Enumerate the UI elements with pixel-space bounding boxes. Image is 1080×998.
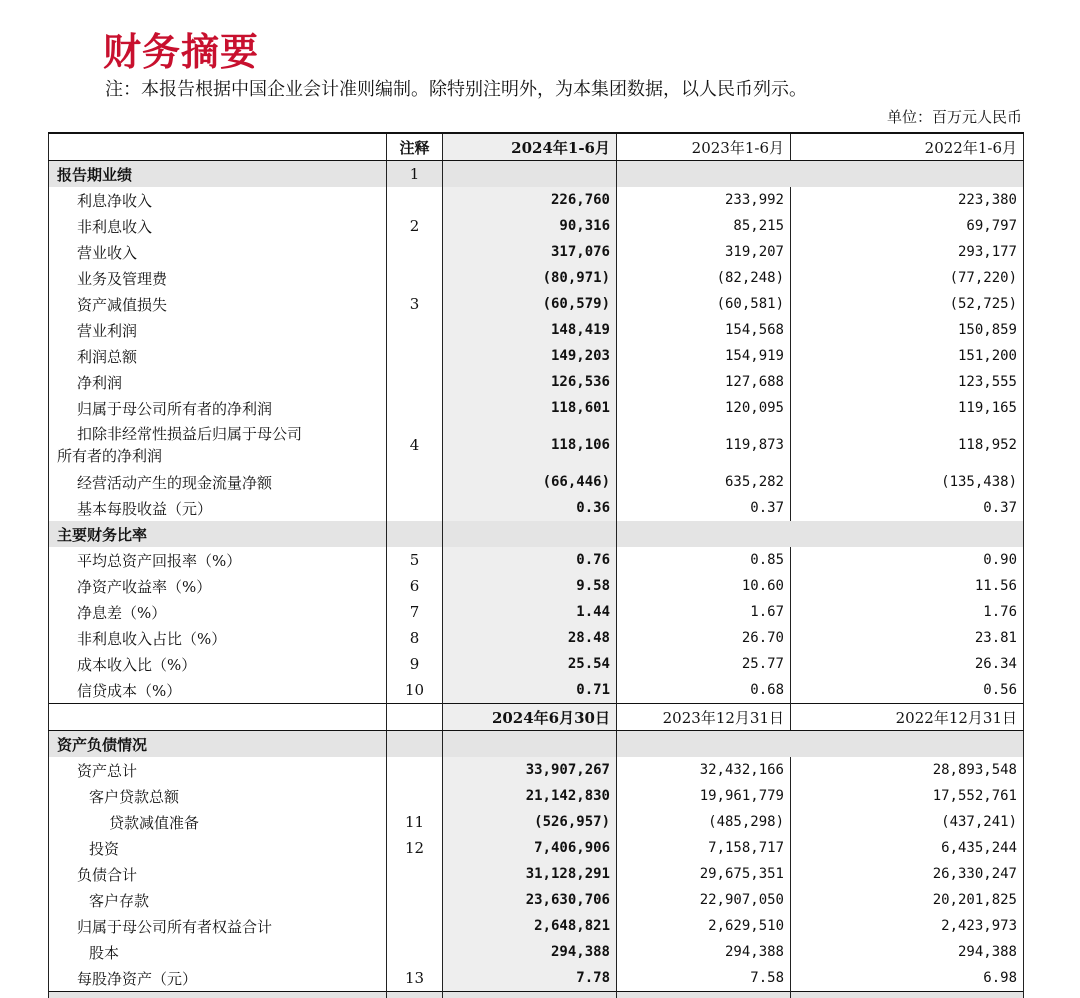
table-row <box>49 835 1024 861</box>
table-row <box>49 291 1024 317</box>
section-cell <box>791 731 1024 758</box>
value-prior2: 0.37 <box>791 495 1024 521</box>
value-prior2: 6,435,244 <box>791 835 1024 861</box>
row-label: 信贷成本（%） <box>49 677 387 704</box>
row-label: 经营活动产生的现金流量净额 <box>49 469 387 495</box>
section-label: 资产负债情况 <box>49 731 387 758</box>
header-col-2024-06-30: 2024年6月30日 <box>443 704 617 731</box>
header-col-2023-12-31: 2023年12月31日 <box>617 704 791 731</box>
value-prior: 32,432,166 <box>617 757 791 783</box>
header-note-cell <box>387 704 443 731</box>
row-note <box>387 861 443 887</box>
value-prior: 85,215 <box>617 213 791 239</box>
value-current: 25.54 <box>443 651 617 677</box>
row-note: 8 <box>387 625 443 651</box>
value-current: 9.58 <box>443 573 617 599</box>
unit-label: 单位：百万元人民币 <box>887 107 1022 127</box>
row-note <box>387 887 443 913</box>
row-label: 资产总计 <box>49 757 387 783</box>
value-prior2: 20,201,825 <box>791 887 1024 913</box>
row-note <box>387 495 443 521</box>
value-current: 0.76 <box>443 547 617 573</box>
value-prior: 0.68 <box>617 677 791 704</box>
value-prior2: 2,423,973 <box>791 913 1024 939</box>
row-label: 净利润 <box>49 369 387 395</box>
value-current: 28.48 <box>443 625 617 651</box>
tail-cell <box>791 992 1024 998</box>
row-label: 非利息收入占比（%） <box>49 625 387 651</box>
row-label: 平均总资产回报率（%） <box>49 547 387 573</box>
value-prior2: 1.76 <box>791 599 1024 625</box>
row-note: 10 <box>387 677 443 704</box>
value-prior2: 28,893,548 <box>791 757 1024 783</box>
table-row <box>49 939 1024 965</box>
financial-summary-table <box>48 132 1024 998</box>
row-label: 客户存款 <box>49 887 387 913</box>
section-label: 报告期业绩 <box>49 161 387 188</box>
value-prior2: 26.34 <box>791 651 1024 677</box>
value-prior2: 11.56 <box>791 573 1024 599</box>
table-row <box>49 625 1024 651</box>
table-row <box>49 469 1024 495</box>
row-label: 成本收入比（%） <box>49 651 387 677</box>
value-prior: 0.85 <box>617 547 791 573</box>
row-label: 股本 <box>49 939 387 965</box>
table-row <box>49 547 1024 573</box>
value-prior2: 0.90 <box>791 547 1024 573</box>
header-col-2023h1: 2023年1-6月 <box>617 133 791 161</box>
section-row-ratios <box>49 521 1024 547</box>
value-prior: 127,688 <box>617 369 791 395</box>
table-row <box>49 239 1024 265</box>
value-current: 149,203 <box>443 343 617 369</box>
value-prior2: 17,552,761 <box>791 783 1024 809</box>
row-label: 利润总额 <box>49 343 387 369</box>
value-prior2: 150,859 <box>791 317 1024 343</box>
row-note <box>387 343 443 369</box>
value-prior2: (437,241) <box>791 809 1024 835</box>
row-note <box>387 187 443 213</box>
value-current: 118,601 <box>443 395 617 421</box>
table-row <box>49 651 1024 677</box>
row-note <box>387 239 443 265</box>
value-current: 226,760 <box>443 187 617 213</box>
value-prior2: 69,797 <box>791 213 1024 239</box>
table-body <box>49 133 1024 998</box>
value-prior2: (52,725) <box>791 291 1024 317</box>
row-label: 归属于母公司所有者的净利润 <box>49 395 387 421</box>
table-row <box>49 783 1024 809</box>
value-current: 21,142,830 <box>443 783 617 809</box>
table-row <box>49 913 1024 939</box>
header-label-cell <box>49 133 387 161</box>
value-prior2: 223,380 <box>791 187 1024 213</box>
section-cell <box>443 161 617 188</box>
value-prior: 22,907,050 <box>617 887 791 913</box>
row-note: 6 <box>387 573 443 599</box>
header-row-period <box>49 133 1024 161</box>
header-col-2024h1: 2024年1-6月 <box>443 133 617 161</box>
value-prior2: 26,330,247 <box>791 861 1024 887</box>
row-label: 业务及管理费 <box>49 265 387 291</box>
value-current: 2,648,821 <box>443 913 617 939</box>
value-current: 0.71 <box>443 677 617 704</box>
value-prior2: 123,555 <box>791 369 1024 395</box>
table-row <box>49 677 1024 704</box>
row-note <box>387 913 443 939</box>
section-cell <box>443 731 617 758</box>
table-row <box>49 573 1024 599</box>
row-label: 营业收入 <box>49 239 387 265</box>
value-prior2: 293,177 <box>791 239 1024 265</box>
row-note: 4 <box>387 421 443 469</box>
value-prior: 635,282 <box>617 469 791 495</box>
value-current: 33,907,267 <box>443 757 617 783</box>
section-cell <box>617 731 791 758</box>
row-note <box>387 317 443 343</box>
value-prior: (82,248) <box>617 265 791 291</box>
row-label: 利息净收入 <box>49 187 387 213</box>
value-prior2: 0.56 <box>791 677 1024 704</box>
header-col-2022-12-31: 2022年12月31日 <box>791 704 1024 731</box>
tail-cell <box>387 992 443 998</box>
value-current: 7,406,906 <box>443 835 617 861</box>
row-label: 非利息收入 <box>49 213 387 239</box>
table-row <box>49 757 1024 783</box>
value-current: 317,076 <box>443 239 617 265</box>
value-current: 126,536 <box>443 369 617 395</box>
row-label <box>49 421 387 469</box>
tail-cell <box>443 992 617 998</box>
value-prior2: 6.98 <box>791 965 1024 992</box>
value-current: (66,446) <box>443 469 617 495</box>
value-current: (526,957) <box>443 809 617 835</box>
row-note: 2 <box>387 213 443 239</box>
value-prior: 25.77 <box>617 651 791 677</box>
row-label: 净资产收益率（%） <box>49 573 387 599</box>
value-prior2: 23.81 <box>791 625 1024 651</box>
section-cell <box>443 521 617 547</box>
value-prior: 7.58 <box>617 965 791 992</box>
section-row-results <box>49 161 1024 188</box>
tail-cell <box>617 992 791 998</box>
page-title: 财务摘要 <box>103 30 259 74</box>
table-row <box>49 809 1024 835</box>
section-cell <box>387 731 443 758</box>
value-prior: 154,919 <box>617 343 791 369</box>
value-current: 23,630,706 <box>443 887 617 913</box>
value-current: 90,316 <box>443 213 617 239</box>
row-note <box>387 469 443 495</box>
value-prior: 233,992 <box>617 187 791 213</box>
value-current: (60,579) <box>443 291 617 317</box>
value-prior: 7,158,717 <box>617 835 791 861</box>
value-prior2: 119,165 <box>791 395 1024 421</box>
value-prior: 26.70 <box>617 625 791 651</box>
value-prior: 294,388 <box>617 939 791 965</box>
table-row <box>49 265 1024 291</box>
value-prior2: (135,438) <box>791 469 1024 495</box>
row-label: 归属于母公司所有者权益合计 <box>49 913 387 939</box>
section-cell <box>387 521 443 547</box>
row-note: 9 <box>387 651 443 677</box>
table-row <box>49 369 1024 395</box>
value-prior: 1.67 <box>617 599 791 625</box>
value-prior: (485,298) <box>617 809 791 835</box>
row-label: 负债合计 <box>49 861 387 887</box>
section-row-balance <box>49 731 1024 758</box>
value-current: 7.78 <box>443 965 617 992</box>
value-prior2: 151,200 <box>791 343 1024 369</box>
header-row-dates <box>49 704 1024 731</box>
row-note: 5 <box>387 547 443 573</box>
row-label: 客户贷款总额 <box>49 783 387 809</box>
value-current: 294,388 <box>443 939 617 965</box>
row-note: 11 <box>387 809 443 835</box>
row-note: 3 <box>387 291 443 317</box>
value-prior2: (77,220) <box>791 265 1024 291</box>
value-prior: 319,207 <box>617 239 791 265</box>
value-current: 31,128,291 <box>443 861 617 887</box>
row-label: 每股净资产（元） <box>49 965 387 992</box>
section-label: 主要财务比率 <box>49 521 387 547</box>
row-label-line1: 扣除非经常性损益后归属于母公司 <box>57 423 380 445</box>
section-cell <box>617 161 791 188</box>
header-col-2022h1: 2022年1-6月 <box>791 133 1024 161</box>
row-note: 13 <box>387 965 443 992</box>
row-label: 贷款减值准备 <box>49 809 387 835</box>
row-label: 资产减值损失 <box>49 291 387 317</box>
table-row <box>49 395 1024 421</box>
value-prior: (60,581) <box>617 291 791 317</box>
section-note: 1 <box>387 161 443 188</box>
table-row <box>49 495 1024 521</box>
row-label: 基本每股收益（元） <box>49 495 387 521</box>
header-label-cell <box>49 704 387 731</box>
row-label-line2: 所有者的净利润 <box>57 445 380 467</box>
table-row <box>49 599 1024 625</box>
section-cell <box>617 521 791 547</box>
section-cell <box>791 521 1024 547</box>
row-note: 12 <box>387 835 443 861</box>
value-prior: 19,961,779 <box>617 783 791 809</box>
value-current: 1.44 <box>443 599 617 625</box>
row-note <box>387 265 443 291</box>
table-row <box>49 887 1024 913</box>
value-current: 0.36 <box>443 495 617 521</box>
value-prior: 119,873 <box>617 421 791 469</box>
value-prior2: 118,952 <box>791 421 1024 469</box>
value-prior: 120,095 <box>617 395 791 421</box>
row-note: 7 <box>387 599 443 625</box>
value-prior: 10.60 <box>617 573 791 599</box>
value-prior: 0.37 <box>617 495 791 521</box>
row-note <box>387 757 443 783</box>
value-prior2: 294,388 <box>791 939 1024 965</box>
row-note <box>387 395 443 421</box>
row-note <box>387 783 443 809</box>
value-prior: 29,675,351 <box>617 861 791 887</box>
row-note <box>387 369 443 395</box>
row-label: 净息差（%） <box>49 599 387 625</box>
value-current: 148,419 <box>443 317 617 343</box>
table-row <box>49 213 1024 239</box>
value-current: (80,971) <box>443 265 617 291</box>
table-tail <box>49 992 1024 998</box>
table-row <box>49 187 1024 213</box>
section-cell <box>791 161 1024 188</box>
row-label: 营业利润 <box>49 317 387 343</box>
value-prior: 154,568 <box>617 317 791 343</box>
table-row <box>49 421 1024 469</box>
report-note: 注：本报告根据中国企业会计准则编制。除特别注明外，为本集团数据，以人民币列示。 <box>105 78 807 102</box>
value-current: 118,106 <box>443 421 617 469</box>
row-note <box>387 939 443 965</box>
header-note: 注释 <box>387 133 443 161</box>
tail-cell <box>49 992 387 998</box>
row-label: 投资 <box>49 835 387 861</box>
table-row <box>49 317 1024 343</box>
value-prior: 2,629,510 <box>617 913 791 939</box>
table-row <box>49 343 1024 369</box>
table-row <box>49 861 1024 887</box>
table-row <box>49 965 1024 992</box>
